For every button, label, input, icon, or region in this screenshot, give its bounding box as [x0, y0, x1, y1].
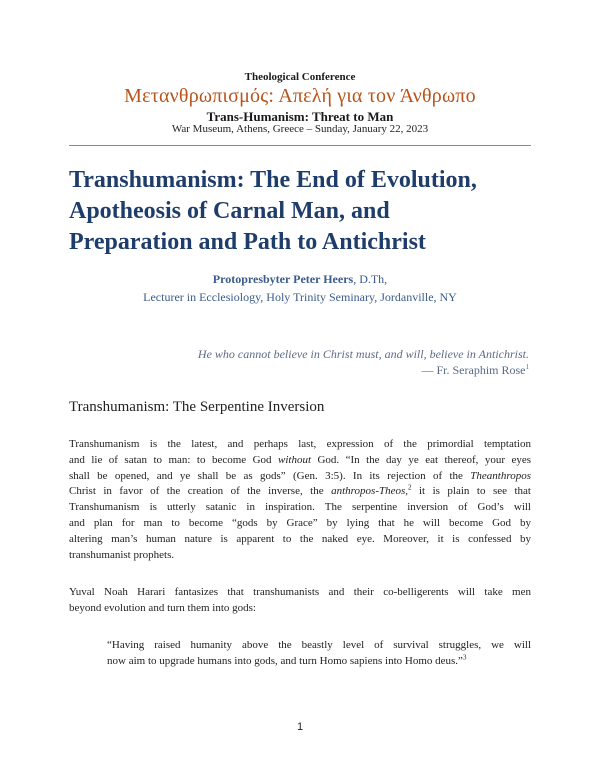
- title-line: Preparation and Path to Antichrist: [69, 229, 426, 255]
- author-name: Protopresbyter Peter Heers: [212, 272, 354, 286]
- author-degree: , D.Th,: [353, 272, 388, 286]
- epigraph-attribution: — Fr. Seraphim Rose: [421, 363, 526, 377]
- text-line: and plan for man to become “gods by Grace” by lying that he will become God by: [69, 516, 531, 529]
- text-line: Transhumanism is the latest, and perhaps last, expression of the primordial temptation: [69, 438, 531, 450]
- text-line: shall be opened, and ye shall be as gods” (Gen. 3:5). In its rejection of the Theanthropos: [69, 469, 531, 482]
- text-line: Christ in favor of the creation of the inverse, the anthropos-Theos,$^2$ it is plain to see that: [69, 483, 531, 498]
- page-number: 1: [296, 721, 304, 733]
- paper-title: [69, 165, 549, 258]
- epigraph: [198, 346, 529, 378]
- text-line: and lie of satan to man: to become God without God. “In the day ye eat thereof, your eyes: [69, 453, 531, 466]
- body-paragraph: [69, 437, 531, 563]
- conference-venue: War Museum, Athens, Greece – Sunday, January 22, 2023: [171, 123, 429, 135]
- epigraph-quote: He who cannot believe in Christ must, and will, believe in Antichrist.: [197, 347, 529, 361]
- section-heading: Transhumanism: The Serpentine Inversion: [69, 399, 325, 415]
- footnote-ref[interactable]: 1: [525, 363, 529, 371]
- footnote-ref[interactable]: 2: [408, 483, 412, 492]
- text-line: Transhumanism is utterly satanic in inspiration. The serpentine inversion of God’s will: [69, 501, 531, 514]
- title-line: Transhumanism: The End of Evolution,: [69, 167, 477, 193]
- conference-label: Theological Conference: [244, 71, 356, 83]
- epigraph-attribution-line: [198, 362, 529, 378]
- text-line: transhumanist prophets.: [69, 548, 175, 561]
- text-line: “Having raised humanity above the beastly level of survival struggles, we will: [107, 639, 531, 651]
- text-line: now aim to upgrade humans into gods, and turn Homo sapiens into Homo deus.”$^3$: [107, 653, 467, 667]
- text-line: Yuval Noah Harari fantasizes that transhumanists and their co-belligerents will take men: [69, 586, 531, 598]
- header-divider: [69, 145, 531, 146]
- body-paragraph: [69, 585, 531, 617]
- text-line: beyond evolution and turn them into gods:: [69, 601, 256, 614]
- conference-english-title: Trans-Humanism: Threat to Man: [206, 109, 394, 124]
- conference-greek-title: Μετανθρωπισμός: Απελή για τον Άνθρωπο: [124, 85, 476, 107]
- title-line: Apotheosis of Carnal Man, and: [69, 198, 390, 224]
- footnote-ref[interactable]: 3: [462, 653, 467, 662]
- text-line: altering man’s human nature is apparent to the naked eye. Moreover, it is confessed by: [69, 532, 531, 545]
- author-line: [0, 272, 600, 287]
- block-quote: [107, 638, 531, 670]
- author-affiliation: Lecturer in Ecclesiology, Holy Trinity Seminary, Jordanville, NY: [143, 290, 457, 304]
